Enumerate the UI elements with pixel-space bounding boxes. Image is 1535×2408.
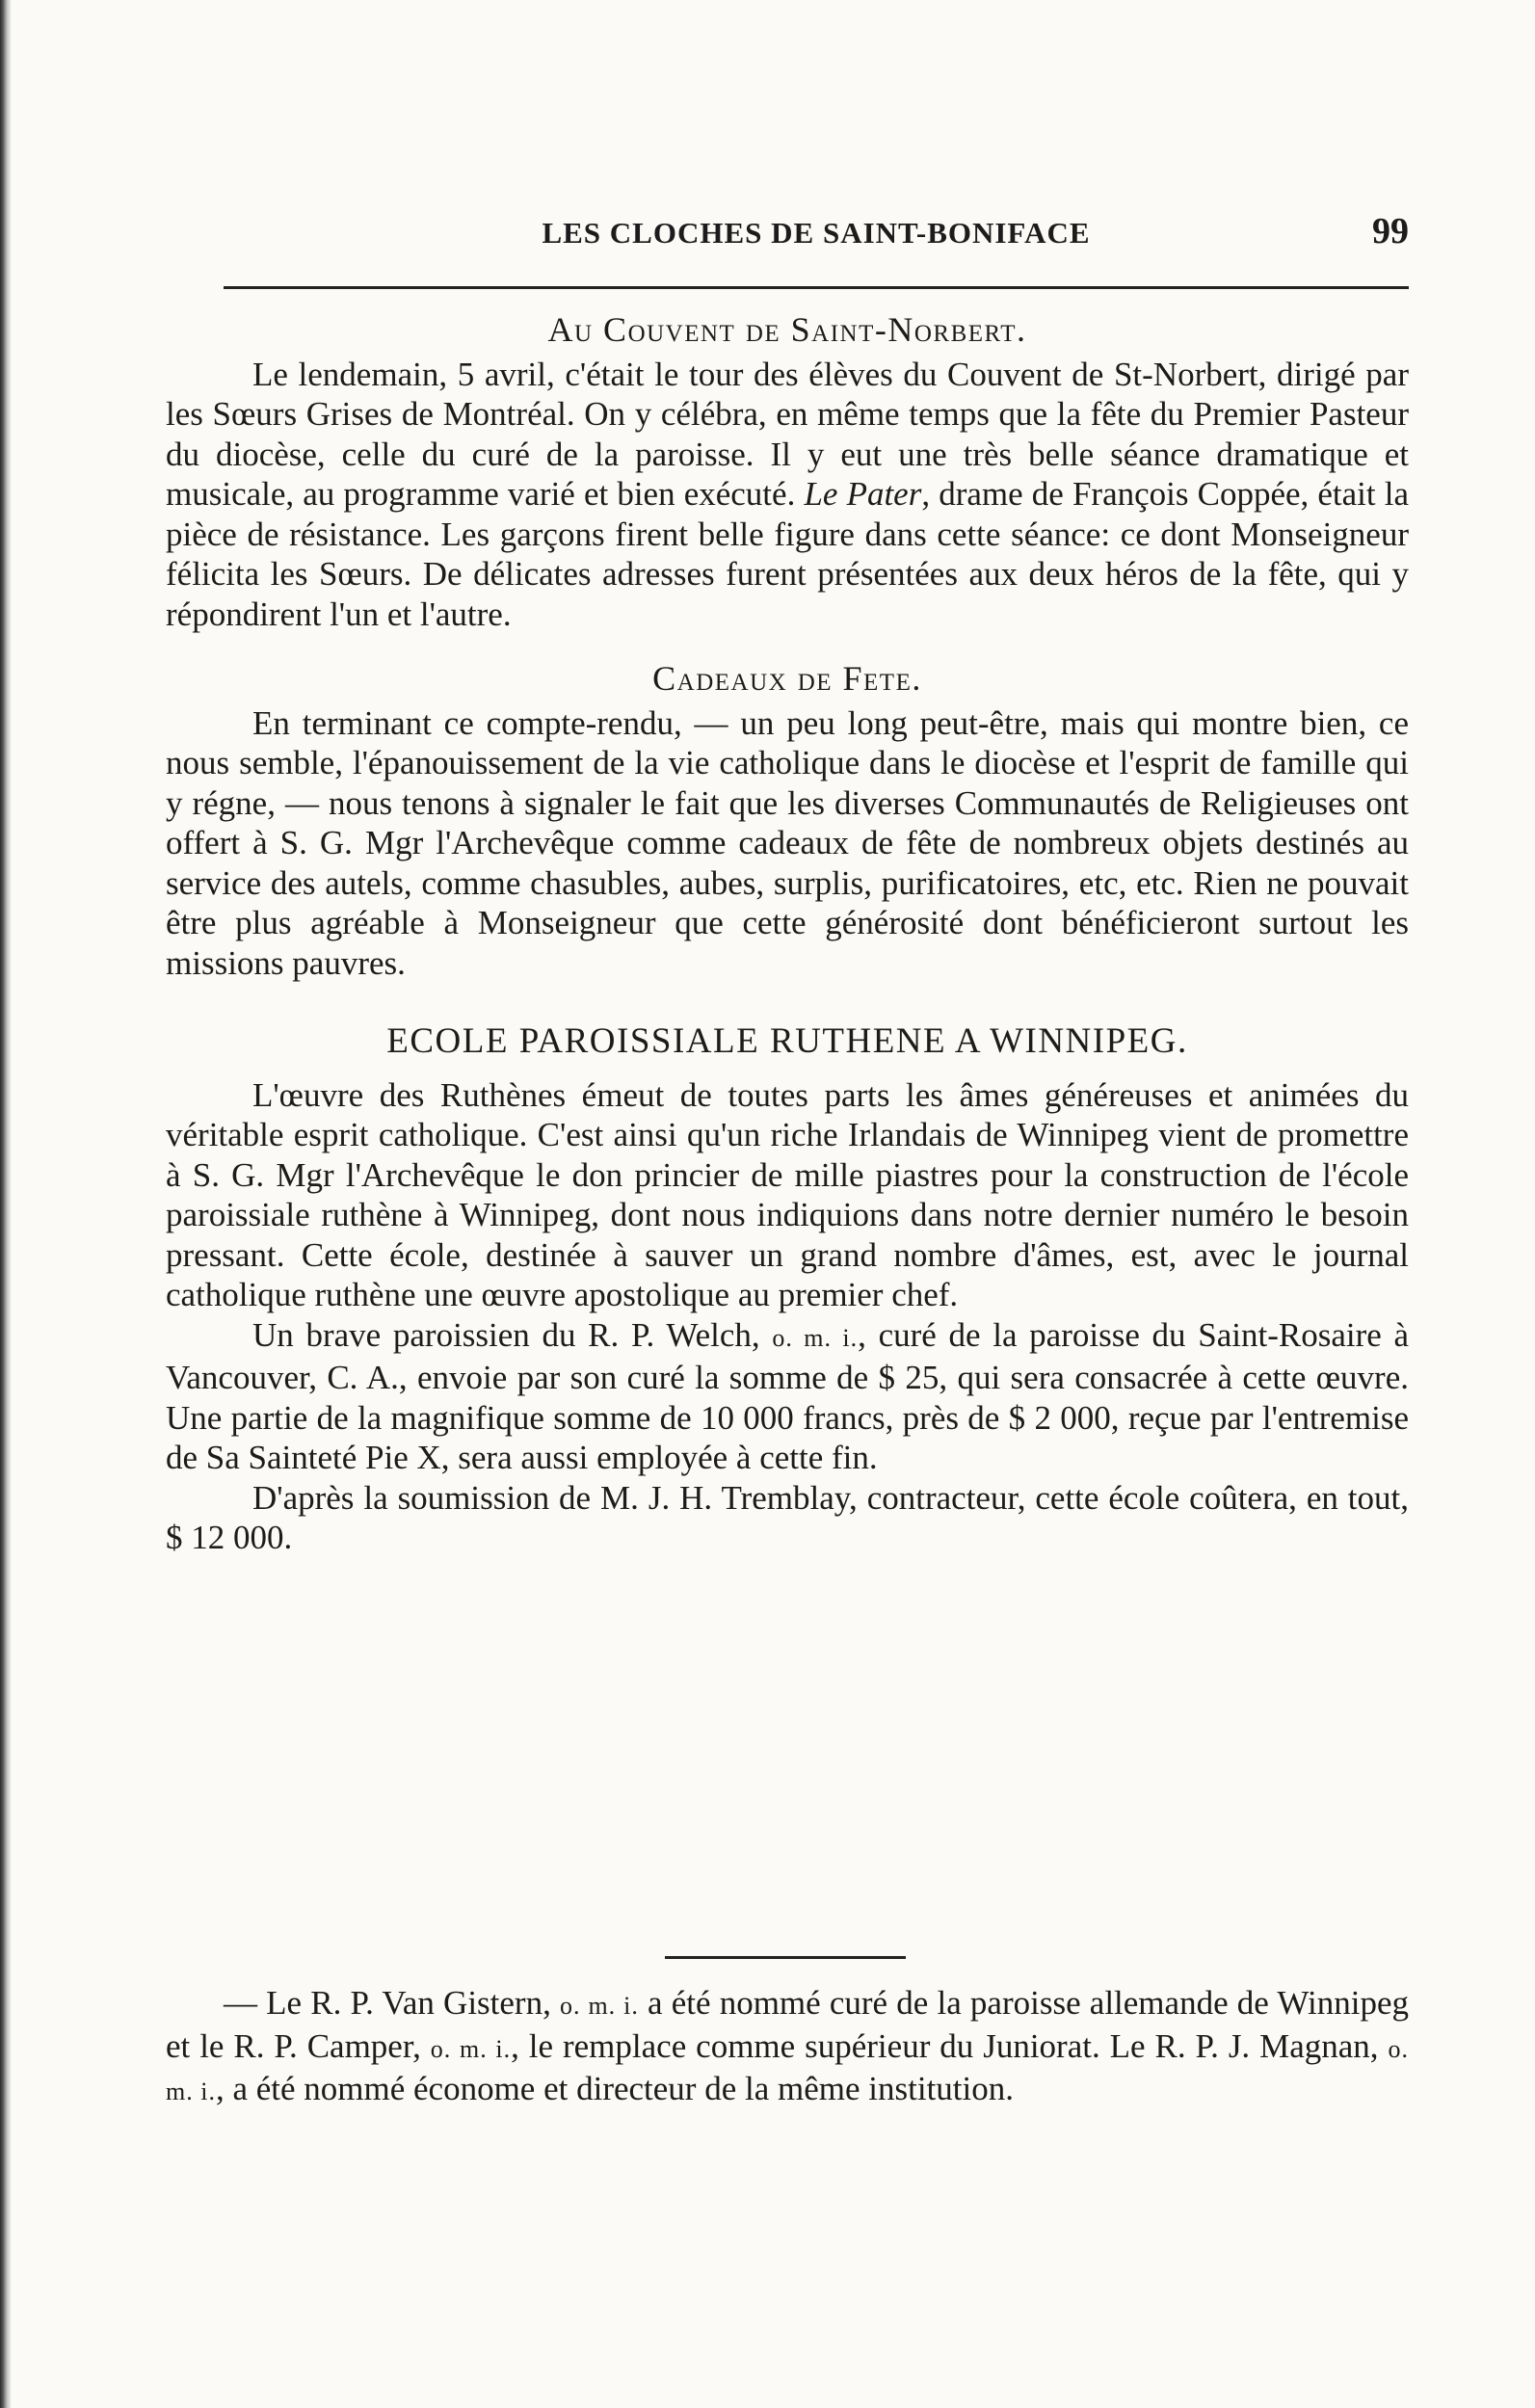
play-title: Le Pater xyxy=(804,475,922,513)
text-span: , drame de François Coppée, était la pièce de résistance. Les garçons firent belle figure dans cette séance: ce dont Monseigneur félicita les Sœurs. De délicates adresses furent présentées aux deux héros de la fête, qui y répondirent l'un et l'autre. xyxy=(166,475,1410,633)
text-span: — Le R. P. Van Gistern, xyxy=(224,1984,561,2022)
text-span: a été nommé curé de la paroisse allemande de Winnipeg et le R. P. Camper, xyxy=(166,1984,1409,2065)
section-heading-cadeaux: Cadeaux de Fete. xyxy=(652,659,922,698)
header-rule xyxy=(224,286,1409,289)
running-title: LES CLOCHES DE SAINT-BONIFACE xyxy=(542,216,1091,250)
section-heading-couvent: Au Couvent de Saint-Norbert. xyxy=(547,310,1027,349)
footnote-text xyxy=(166,1983,1409,2112)
text-span: , le remplace comme supérieur du Juniorat. Le R. P. J. Magnan, xyxy=(511,2026,1389,2065)
text-span: Le lendemain, 5 avril, c'était le tour des élèves du Couvent de St-Norbert, dirigé par les Sœurs Grises de Montréal. On y célébra, en même temps que la fête du Premier Pasteur du diocèse, celle du curé de la paroisse. Il y eut une très belle séance dramatique et musicale, au programme varié et bien exécuté. xyxy=(166,355,1409,513)
book-spine-shadow xyxy=(0,0,12,2408)
text-span: , curé de la paroisse du Saint-Rosaire à Vancouver, C. A., envoie par son curé la somme de $ 25, qui sera consacrée à cette œuvre. Une partie de la magnifique somme de 10 000 francs, près de $ 2 000, reçue par l'entremise de Sa Sainteté Pie X, sera aussi employée à cette fin. xyxy=(166,1315,1409,1476)
paragraph-cadeaux: En terminant ce compte-rendu, — un peu long peut-être, mais qui montre bien, ce nous semble, l'épanouissement de la vie catholique dans le diocèse et l'esprit de famille qui y régne, — nous tenons à signaler le fait que les diverses Communautés de Religieuses ont offert à S. G. Mgr l'Archevêque comme cadeaux de fête de nombreux objets destinés au service des autels, comme chasubles, aubes, surplis, purificatoires, etc, etc. Rien ne pouvait être plus agréable à Monseigneur que cette générosité dont bénéficieront surtout les missions pauvres. xyxy=(166,703,1409,982)
text-span: Un brave paroissien du R. P. Welch, xyxy=(252,1315,773,1354)
text-span: , a été nommé économe et directeur de la même institution. xyxy=(215,2070,1014,2107)
paragraph-ecole-1: L'œuvre des Ruthènes émeut de toutes parts les âmes généreuses et animées du véritable esprit catholique. C'est ainsi qu'un riche Irlandais de Winnipeg vient de promettre à S. G. Mgr l'Archevêque le don princier de mille piastres pour la construction de l'école paroissiale ruthène à Winnipeg, dont nous indiquions dans notre dernier numéro le besoin pressant. Cette école, destinée à sauver un grand nombre d'âmes, est, avec le journal catholique ruthène une œuvre apostolique au premier chef. xyxy=(166,1075,1409,1313)
body-text xyxy=(166,310,1409,1558)
omi-abbrev: o. m. i. xyxy=(772,1323,859,1352)
omi-abbrev: o. m. i. xyxy=(430,2034,512,2063)
section-divider xyxy=(665,1956,906,1959)
footnote-paragraph xyxy=(166,1983,1409,2112)
paragraph-couvent xyxy=(166,355,1409,635)
page-number: 99 xyxy=(1372,211,1409,251)
paragraph-ecole-2 xyxy=(166,1315,1409,1478)
omi-abbrev: o. m. i. xyxy=(560,1992,639,2020)
paragraph-ecole-3: D'après la soumission de M. J. H. Tremblay, contracteur, cette école coûtera, en tout, $ 12 000. xyxy=(166,1478,1409,1556)
section-heading-ecole: ECOLE PAROISSIALE RUTHENE A WINNIPEG. xyxy=(386,1021,1188,1061)
omi-abbrev: o. m. i. xyxy=(166,2034,1409,2105)
page-header xyxy=(224,211,1409,260)
